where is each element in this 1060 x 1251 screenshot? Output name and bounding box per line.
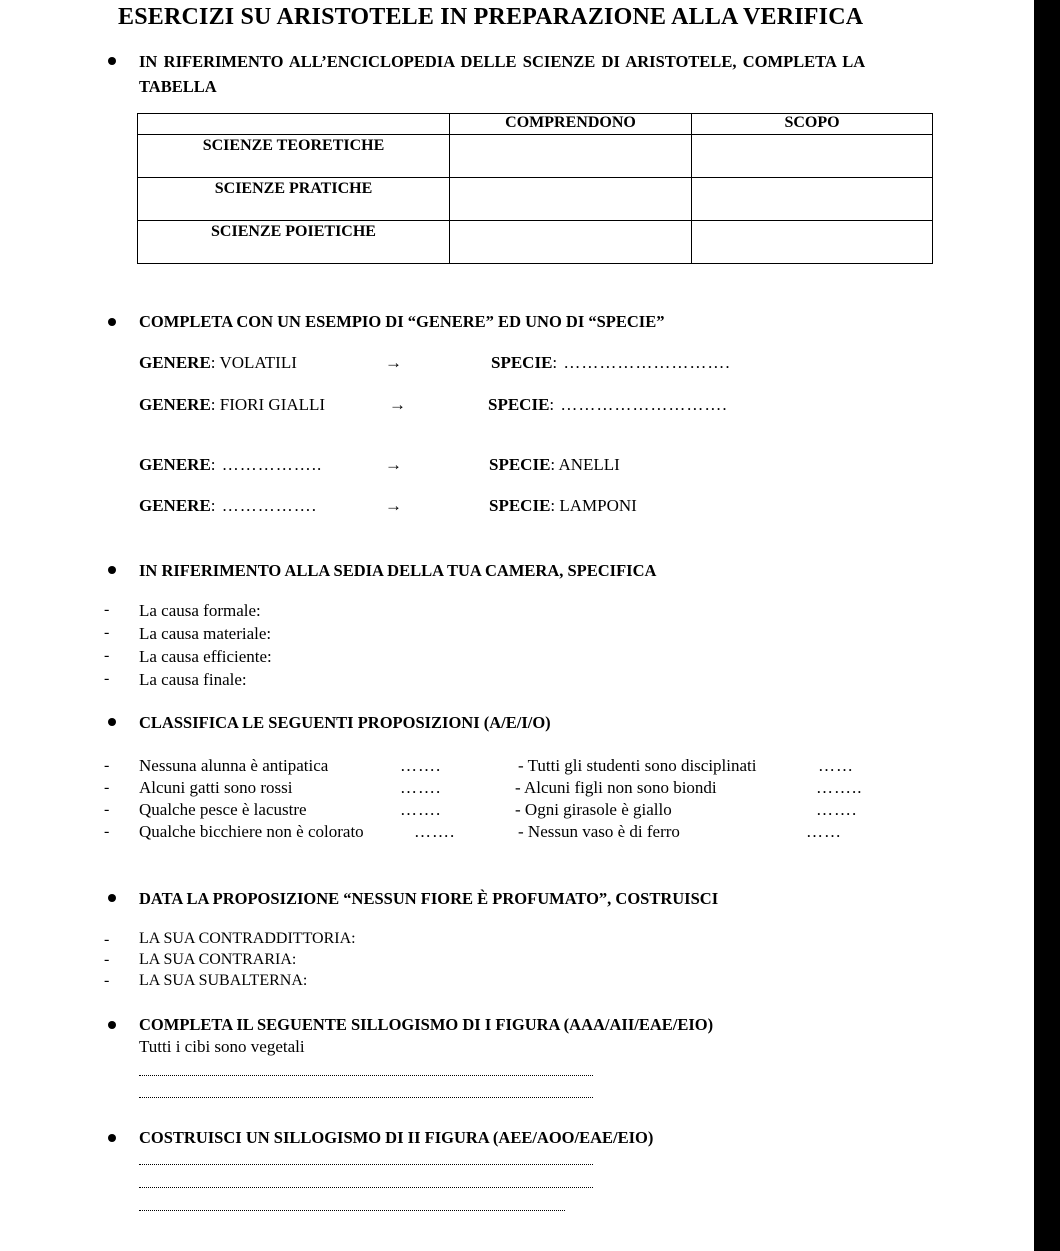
genere-value[interactable]: : FIORI GIALLI — [210, 395, 326, 414]
table-row — [138, 135, 933, 178]
specie-entry — [489, 496, 637, 516]
proposition-right: - Nessun vaso è di ferro — [518, 822, 680, 841]
bullet-icon — [108, 57, 116, 65]
contraddittoria-item: LA SUA CONTRADDITTORIA: — [139, 930, 356, 947]
genere-value[interactable]: : ……………. — [210, 496, 318, 515]
section1-heading-line2: TABELLA — [139, 77, 217, 96]
arrow-icon: → — [389, 395, 406, 414]
specie-entry — [491, 353, 731, 373]
bullet-icon — [108, 318, 116, 326]
dash-icon: - — [104, 972, 110, 989]
specie-entry — [489, 455, 620, 475]
genere-value[interactable]: : …………….. — [210, 455, 323, 474]
cause-item-efficiente: La causa efficiente: — [139, 647, 272, 666]
genere-value[interactable]: : VOLATILI — [210, 353, 297, 372]
table-cell-comprendono[interactable] — [450, 135, 692, 178]
dash-icon: - — [104, 931, 110, 948]
answer-line[interactable] — [139, 1097, 593, 1098]
bullet-icon — [108, 1134, 116, 1142]
specie-label: SPECIE — [488, 395, 550, 414]
cause-item-finale: La causa finale: — [139, 670, 247, 689]
dash-icon: - — [104, 670, 110, 687]
dash-icon: - — [104, 779, 110, 796]
contraria-item: LA SUA CONTRARIA: — [139, 951, 297, 968]
proposition-blank[interactable]: ……. — [400, 756, 442, 775]
specie-entry — [488, 395, 728, 415]
table-header-row — [138, 114, 933, 135]
table-header-scopo: SCOPO — [692, 114, 933, 135]
genere-entry — [139, 496, 317, 516]
proposition-left: Qualche bicchiere non è colorato — [139, 822, 364, 841]
proposition-left: Nessuna alunna è antipatica — [139, 756, 329, 775]
specie-value[interactable]: : ………………………. — [549, 395, 728, 414]
proposition-right: - Tutti gli studenti sono disciplinati — [518, 756, 757, 775]
answer-line[interactable] — [139, 1075, 593, 1076]
genere-entry — [139, 395, 325, 415]
bullet-icon — [108, 894, 116, 902]
specie-value[interactable]: : ………………………. — [552, 353, 731, 372]
table-row-label: SCIENZE PRATICHE — [138, 178, 450, 221]
proposition-blank[interactable]: …… — [818, 756, 854, 775]
proposition-blank[interactable]: ……. — [816, 800, 858, 819]
bullet-icon — [108, 1021, 116, 1029]
dash-icon: - — [104, 757, 110, 774]
proposition-right: - Alcuni figli non sono biondi — [515, 778, 717, 797]
arrow-icon: → — [385, 455, 402, 474]
dash-icon: - — [104, 624, 110, 641]
sciences-table — [137, 113, 933, 264]
table-header-empty — [138, 114, 450, 135]
proposition-right: - Ogni girasole è giallo — [515, 800, 672, 819]
dash-icon: - — [104, 801, 110, 818]
specie-label: SPECIE — [491, 353, 553, 372]
arrow-icon: → — [385, 353, 402, 372]
proposition-blank[interactable]: …… — [806, 822, 842, 841]
answer-line[interactable] — [139, 1210, 565, 1211]
cause-item-materiale: La causa materiale: — [139, 624, 272, 643]
answer-line[interactable] — [139, 1187, 593, 1188]
page-title: ESERCIZI SU ARISTOTELE IN PREPARAZIONE ALLA VERIFICA — [118, 4, 864, 30]
genere-entry — [139, 455, 322, 475]
section3-heading: IN RIFERIMENTO ALLA SEDIA DELLA TUA CAMERA, SPECIFICA — [139, 561, 657, 580]
section7-heading: COSTRUISCI UN SILLOGISMO DI II FIGURA (AEE/AOO/EAE/EIO) — [139, 1128, 654, 1147]
dash-icon: - — [104, 951, 110, 968]
dash-icon: - — [104, 823, 110, 840]
genere-label: GENERE — [139, 395, 211, 414]
proposition-blank[interactable]: …….. — [816, 778, 863, 797]
proposition-blank[interactable]: ……. — [400, 800, 442, 819]
specie-label: SPECIE — [489, 496, 551, 515]
dash-icon: - — [104, 647, 110, 664]
answer-line[interactable] — [139, 1164, 593, 1165]
proposition-blank[interactable]: ……. — [400, 778, 442, 797]
table-row — [138, 221, 933, 264]
arrow-icon: → — [385, 496, 402, 515]
genere-entry — [139, 353, 297, 373]
syllogism-premise: Tutti i cibi sono vegetali — [139, 1037, 305, 1056]
section4-heading: CLASSIFICA LE SEGUENTI PROPOSIZIONI (A/E/I/O) — [139, 713, 551, 732]
section5-heading: DATA LA PROPOSIZIONE “NESSUN FIORE È PROFUMATO”, COSTRUISCI — [139, 889, 719, 908]
proposition-left: Qualche pesce è lacustre — [139, 800, 307, 819]
bullet-icon — [108, 566, 116, 574]
table-row-label: SCIENZE TEORETICHE — [138, 135, 450, 178]
table-cell-scopo[interactable] — [692, 221, 933, 264]
genere-label: GENERE — [139, 496, 211, 515]
subalterna-item: LA SUA SUBALTERNA: — [139, 972, 308, 989]
genere-label: GENERE — [139, 353, 211, 372]
section2-heading: COMPLETA CON UN ESEMPIO DI “GENERE” ED UNO DI “SPECIE” — [139, 312, 665, 331]
cause-item-formale: La causa formale: — [139, 601, 261, 620]
specie-label: SPECIE — [489, 455, 551, 474]
proposition-left: Alcuni gatti sono rossi — [139, 778, 293, 797]
table-cell-comprendono[interactable] — [450, 178, 692, 221]
section1-heading-line1: IN RIFERIMENTO ALL’ENCICLOPEDIA DELLE SCIENZE DI ARISTOTELE, COMPLETA LA — [139, 52, 866, 71]
table-row — [138, 178, 933, 221]
table-row-label: SCIENZE POIETICHE — [138, 221, 450, 264]
specie-value: : LAMPONI — [550, 496, 637, 515]
dash-icon: - — [104, 601, 110, 618]
specie-value: : ANELLI — [550, 455, 620, 474]
proposition-blank[interactable]: ……. — [414, 822, 456, 841]
table-cell-comprendono[interactable] — [450, 221, 692, 264]
table-cell-scopo[interactable] — [692, 135, 933, 178]
section6-heading: COMPLETA IL SEGUENTE SILLOGISMO DI I FIGURA (AAA/AII/EAE/EIO) — [139, 1015, 714, 1034]
bullet-icon — [108, 718, 116, 726]
table-header-comprendono: COMPRENDONO — [450, 114, 692, 135]
table-cell-scopo[interactable] — [692, 178, 933, 221]
viewer-edge-bar — [1034, 0, 1060, 1251]
genere-label: GENERE — [139, 455, 211, 474]
